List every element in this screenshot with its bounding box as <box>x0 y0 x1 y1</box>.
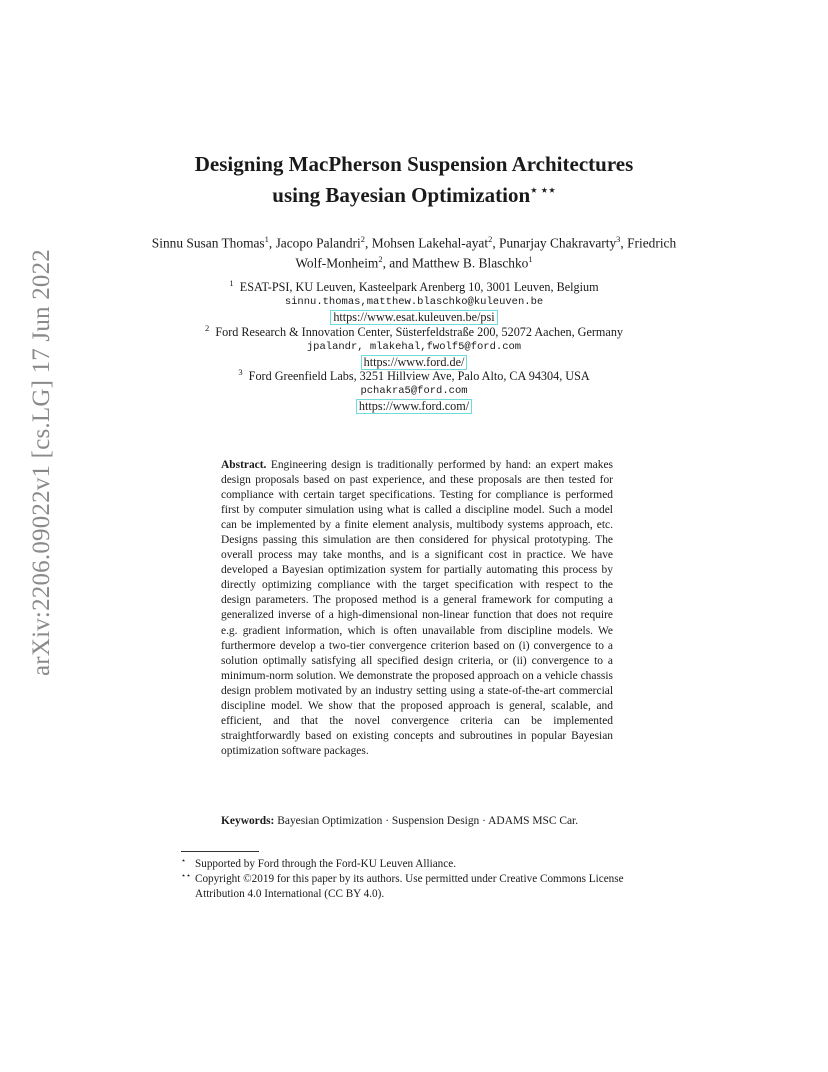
paper-title <box>120 151 708 208</box>
abstract <box>221 458 613 759</box>
keywords-label: Keywords: <box>221 815 275 827</box>
affiliation-2-url-link[interactable]: https://www.ford.de/ <box>361 355 468 370</box>
title-line-1: Designing MacPherson Suspension Architectures <box>194 152 634 176</box>
affiliation-3-email: pchakra5@ford.com <box>360 385 468 398</box>
title-footnote-marks: ⋆ ⋆⋆ <box>530 183 556 197</box>
footnote-2-text: Copyright ©2019 for this paper by its authors. Use permitted under Creative Commons License Attribution 4.0 International (CC BY 4.0). <box>195 873 624 900</box>
affiliation-2-email: jpalandr, mlakehal,fwolf5@ford.com <box>306 341 522 354</box>
footnote-1-mark: ⋆ <box>181 856 187 865</box>
affiliation-3: $^3$ Ford Greenfield Labs, 3251 Hillview Ave, Palo Alto, CA 94304, USA pchakra5@ford.com https://www.ford.com/ <box>110 365 718 414</box>
footnote-2 <box>181 872 651 901</box>
keywords-text: Bayesian Optimization · Suspension Design · ADAMS MSC Car. <box>277 815 579 827</box>
affiliation-1: $^1$ ESAT-PSI, KU Leuven, Kasteelpark Arenberg 10, 3001 Leuven, Belgium sinnu.thomas,matthew.blaschko@kuleuven.be https://www.esat.kuleuven.be/psi <box>110 276 718 325</box>
abstract-label: Abstract. <box>221 459 267 471</box>
author-list: Sinnu Susan Thomas$^1$, Jacopo Palandri$^2$, Mohsen Lakehal-ayat$^2$, Punarjay Chakravarty$^3$, Friedrich Wolf-Monheim$^2$, and Matthew B. Blaschko$^1$ <box>151 234 677 271</box>
footnote-rule <box>181 851 259 852</box>
affiliation-2: $^2$ Ford Research & Innovation Center, Süsterfeldstraße 200, 52072 Aachen, Germany jpalandr, mlakehal,fwolf5@ford.com https://www.ford.de/ <box>110 321 718 370</box>
title-line-2: using Bayesian Optimization⋆ ⋆⋆ <box>272 183 556 207</box>
keywords <box>221 814 613 829</box>
affiliation-1-url-link[interactable]: https://www.esat.kuleuven.be/psi <box>330 310 497 325</box>
abstract-text: Engineering design is traditionally performed by hand: an expert makes design proposals based on past experience, and these proposals are then tested for compliance with certain target specifications. Testing for compliance is performed first by computer simulation using what is called a discipline model. Such a model can be implemented by a finite element analysis, multibody systems approach, etc. Designs passing this simulation are then considered for physical prototyping. The overall process may take months, and is a significant cost in practice. We have developed a Bayesian optimization system for partially automating this process by directly optimizing compliance with the target specification with respect to the design parameters. The proposed method is a general framework for computing a generalized inverse of a high-dimensional non-linear function that does not require e.g. gradient information, which is often unavailable from discipline models. We furthermore develop a two-tier convergence criterion based on (i) convergence to a solution optimally satisfying all specified design criteria, or (ii) convergence to a minimum-norm solution. We demonstrate the proposed approach on a vehicle chassis design problem motivated by an industry setting using a state-of-the-art commercial discipline model. We show that the proposed approach is general, scalable, and efficient, and that the novel convergence criteria can be implemented straightforwardly based on existing concepts and subroutines in popular Bayesian optimization software packages. <box>221 459 613 757</box>
footnote-1 <box>181 857 651 872</box>
arxiv-identifier-stamp: arXiv:2206.09022v1 [cs.LG] 17 Jun 2022 <box>28 249 55 676</box>
affiliation-1-email: sinnu.thomas,matthew.blaschko@kuleuven.be <box>284 296 544 309</box>
footnote-2-mark: ⋆⋆ <box>181 871 192 880</box>
affiliation-3-url-link[interactable]: https://www.ford.com/ <box>356 399 472 414</box>
footnote-1-text: Supported by Ford through the Ford-KU Leuven Alliance. <box>195 858 456 870</box>
